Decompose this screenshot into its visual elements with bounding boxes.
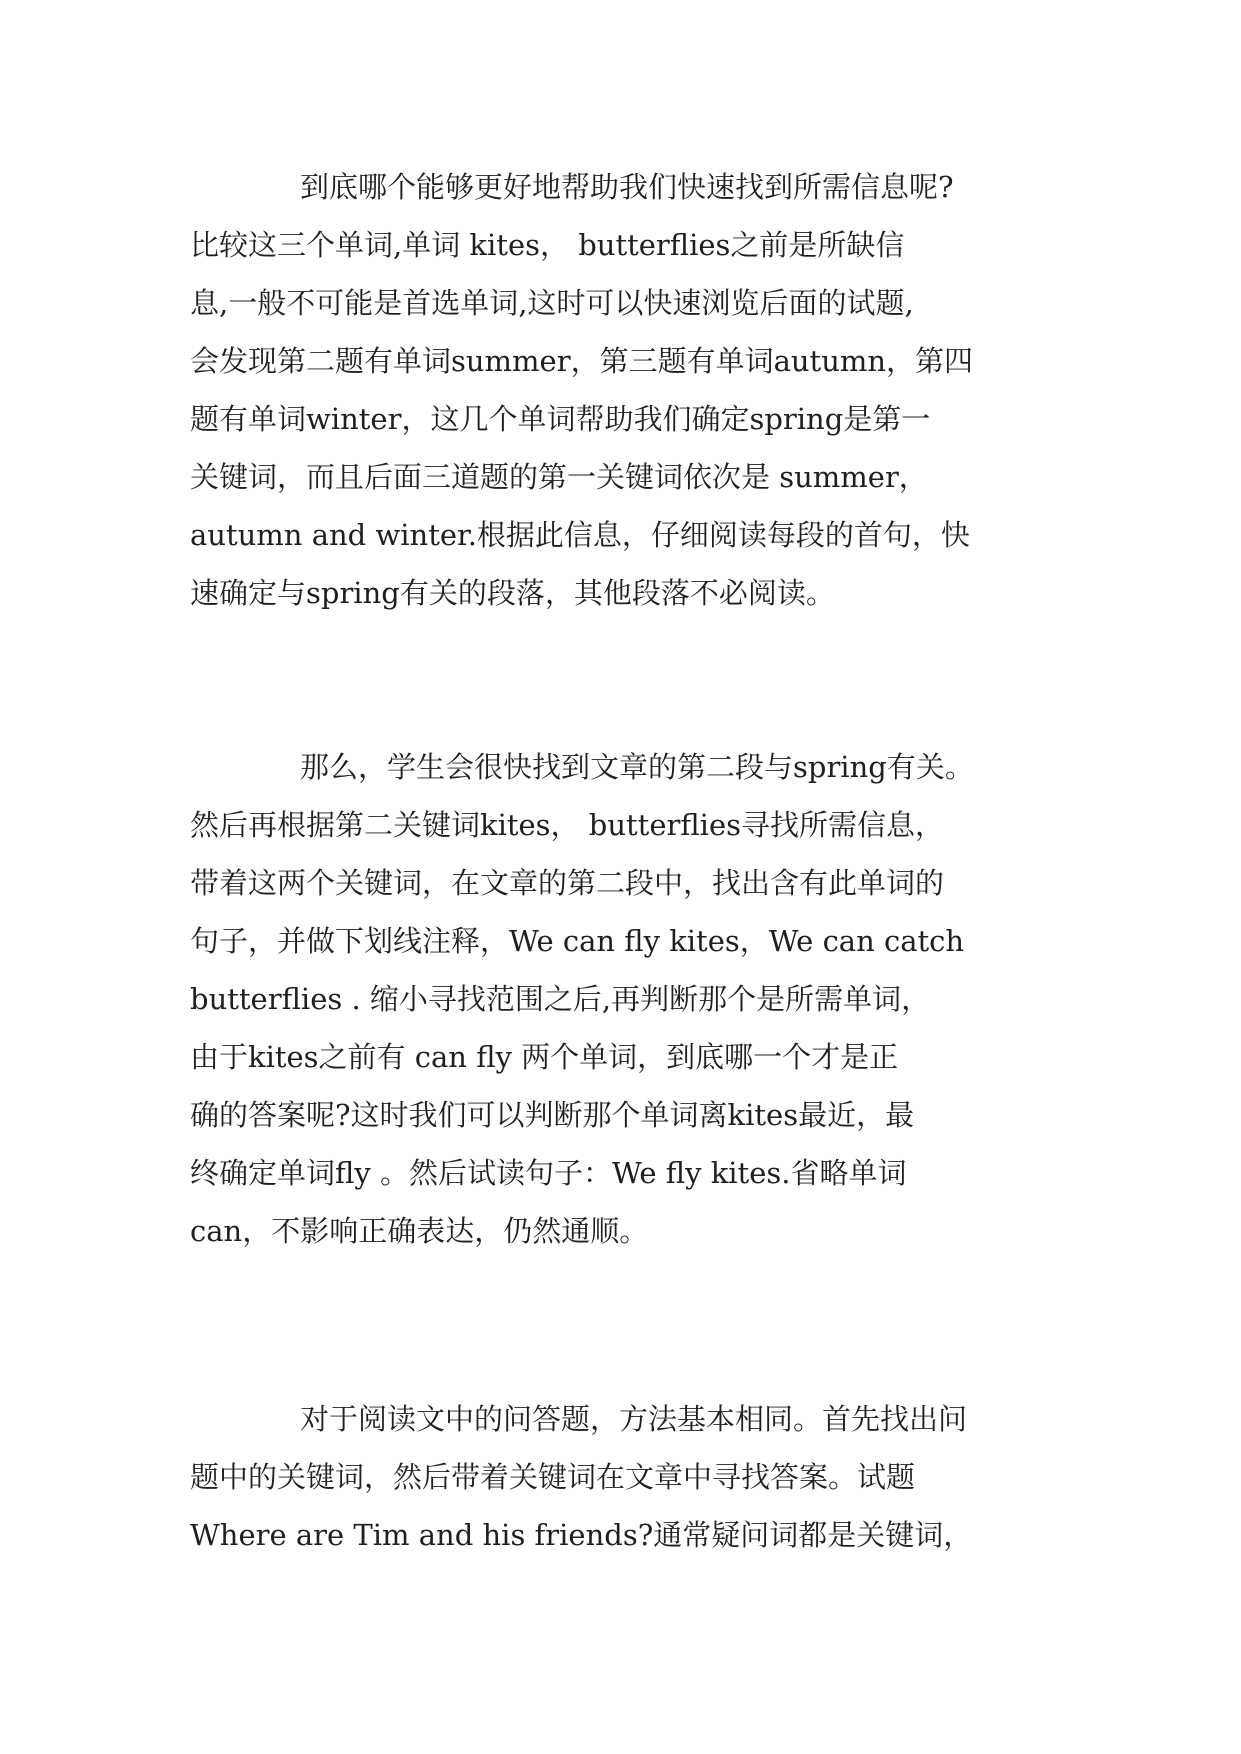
paragraph-line: 那么，学生会很快找到文章的第二段与spring有关。 xyxy=(300,750,974,784)
paragraph-line: 题中的关键词，然后带着关键词在文章中寻找答案。试题 xyxy=(190,1460,916,1494)
paragraph-line: 到底哪个能够更好地帮助我们快速找到所需信息呢? xyxy=(300,170,954,204)
paragraph-1 xyxy=(190,158,1060,622)
paragraph-line: 会发现第二题有单词summer，第三题有单词autumn，第四 xyxy=(190,344,974,378)
paragraph-line: 终确定单词fly 。然后试读句子：We fly kites.省略单词 xyxy=(190,1156,907,1190)
paragraph-line: butterflies . 缩小寻找范围之后,再判断那个是所需单词， xyxy=(190,982,931,1016)
paragraph-3 xyxy=(190,1390,1060,1564)
paragraph-line: 由于kites之前有 can fly 两个单词，到底哪一个才是正 xyxy=(190,1040,899,1074)
paragraph-line: 对于阅读文中的问答题，方法基本相同。首先找出问 xyxy=(300,1402,968,1436)
paragraph-line: autumn and winter.根据此信息，仔细阅读每段的首句，快 xyxy=(190,518,970,552)
paragraph-line: 比较这三个单词,单词 kites， butterflies之前是所缺信 xyxy=(190,228,905,262)
paragraph-line: 息,一般不可能是首选单词,这时可以快速浏览后面的试题, xyxy=(190,286,914,320)
paragraph-line: can，不影响正确表达，仍然通顺。 xyxy=(190,1214,649,1248)
paragraph-line: 速确定与spring有关的段落，其他段落不必阅读。 xyxy=(190,576,835,610)
paragraph-line: 句子，并做下划线注释，We can fly kites，We can catch xyxy=(190,924,965,958)
paragraph-line: 题有单词winter，这几个单词帮助我们确定spring是第一 xyxy=(190,402,931,436)
paragraph-line: 关键词，而且后面三道题的第一关键词依次是 summer， xyxy=(190,460,928,494)
paragraph-line: 然后再根据第二关键词kites， butterflies寻找所需信息， xyxy=(190,808,945,842)
paragraph-line: Where are Tim and his friends?通常疑问词都是关键词， xyxy=(190,1518,973,1552)
paragraph-line: 带着这两个关键词，在文章的第二段中，找出含有此单词的 xyxy=(190,866,945,900)
paragraph-line: 确的答案呢?这时我们可以判断那个单词离kites最近，最 xyxy=(190,1098,915,1132)
paragraph-2 xyxy=(190,738,1060,1260)
